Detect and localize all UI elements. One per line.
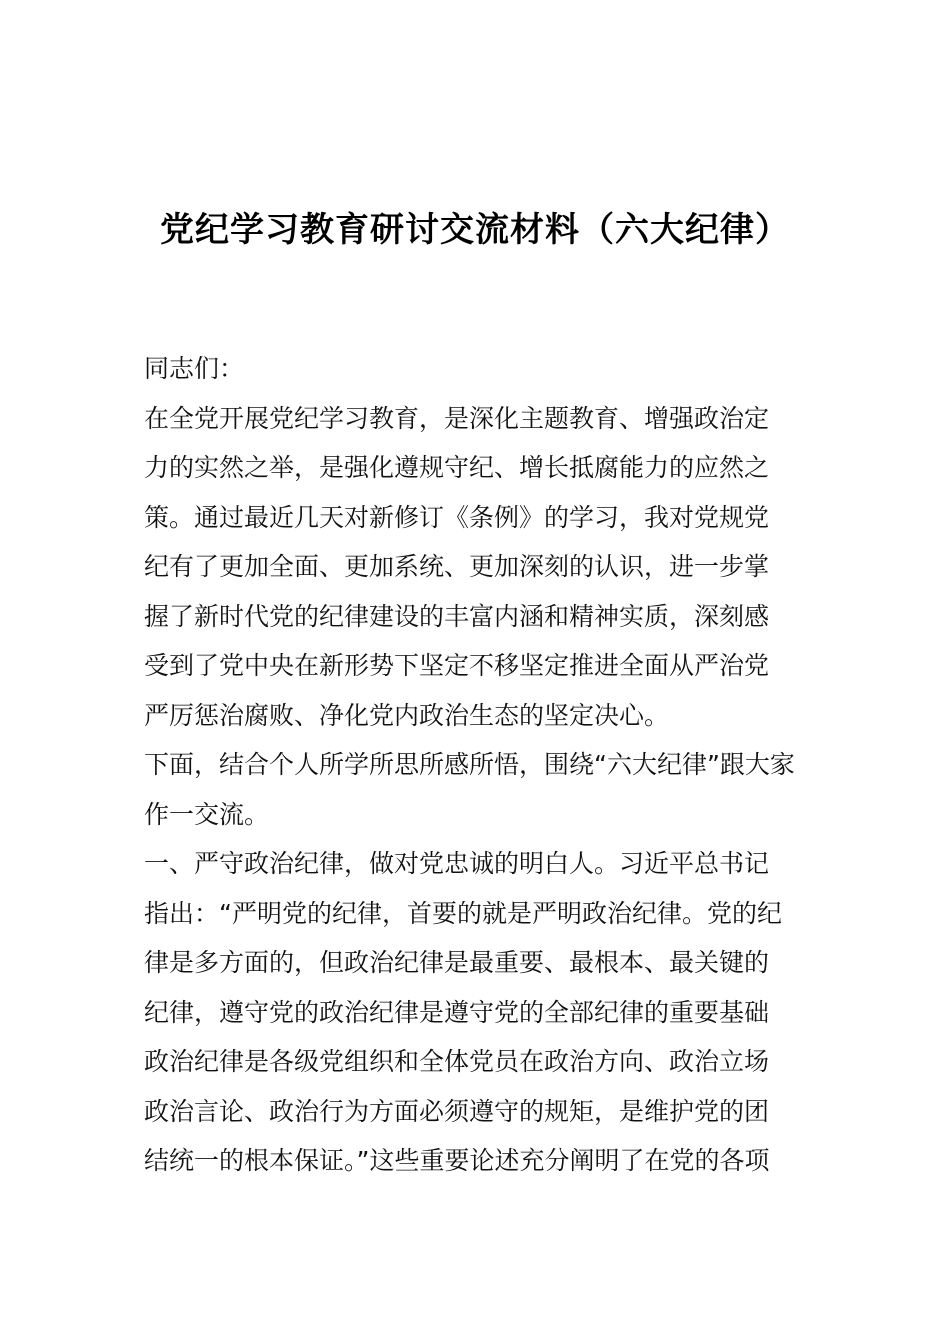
paragraph-line: 受到了党中央在新形势下坚定不移坚定推进全面从严治党 — [144, 651, 770, 680]
paragraph-line: 指出：“严明党的纪律，首要的就是严明政治纪律。党的纪 — [144, 898, 782, 928]
paragraph-line: 作一交流。 — [144, 799, 270, 829]
paragraph-line: 严厉惩治腐败、净化党内政治生态的坚定决心。 — [144, 700, 670, 730]
paragraph-line: 纪律，遵守党的政治纪律是遵守党的全部纪律的重要基础 — [144, 997, 770, 1027]
paragraph-line: 律是多方面的，但政治纪律是最重要、最根本、最关键的 — [144, 948, 770, 977]
paragraph-line: 纪有了更加全面、更加系统、更加深刻的认识，进一步掌 — [144, 552, 770, 581]
paragraph-line: 握了新时代党的纪律建设的丰富内涵和精神实质，深刻感 — [144, 601, 770, 631]
paragraph-line: 力的实然之举，是强化遵规守纪、增长抵腐能力的应然之 — [144, 453, 770, 482]
document-title: 党纪学习教育研讨交流材料（六大纪律） — [160, 210, 790, 250]
paragraph-line: 结统一的根本保证。”这些重要论述充分阐明了在党的各项 — [144, 1146, 770, 1175]
greeting-line: 同志们： — [144, 354, 245, 383]
document-body — [144, 344, 806, 1186]
paragraph-line: 策。通过最近几天对新修订《条例》的学习，我对党规党 — [144, 502, 770, 532]
section-heading-line: 一、严守政治纪律，做对党忠诚的明白人。习近平总书记 — [144, 849, 770, 878]
paragraph-line: 政治言论、政治行为方面必须遵守的规矩，是维护党的团 — [144, 1096, 770, 1126]
paragraph-line: 政治纪律是各级党组织和全体党员在政治方向、政治立场 — [144, 1047, 770, 1076]
paragraph-line: 在全党开展党纪学习教育，是深化主题教育、增强政治定 — [144, 403, 770, 433]
paragraph-line: 下面，结合个人所学所思所感所悟，围绕“六大纪律”跟大家 — [144, 750, 795, 779]
